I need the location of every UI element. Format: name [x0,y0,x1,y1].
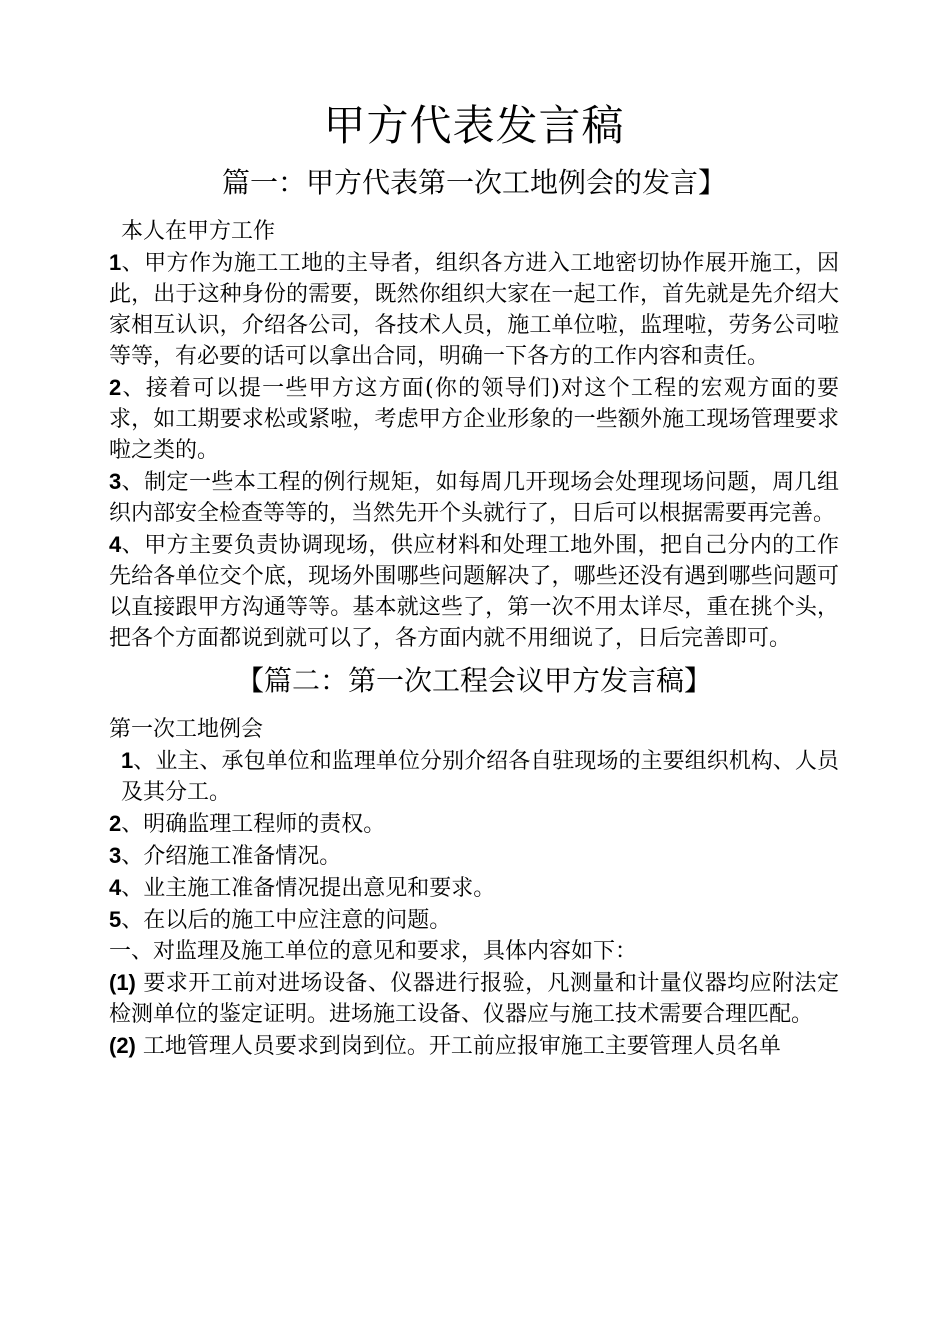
item-text: 、业主施工准备情况提出意见和要求。 [121,876,496,901]
item-text: 、介绍施工准备情况。 [121,844,342,869]
item-text: 、在以后的施工中应注意的问题。 [121,908,452,933]
section1-item-1 [109,247,839,372]
item-number: 1 [109,250,122,275]
section2-item-4 [109,872,839,904]
section2-item-2 [109,808,839,840]
subitem-number: (2) [109,1033,136,1058]
section1-item-4 [109,529,839,654]
section2-intro: 第一次工地例会 [109,717,264,742]
item-number: 5 [109,907,122,932]
document-title: 甲方代表发言稿 [323,101,625,150]
item-text: 、接着可以提一些甲方这方面(你的领导们)对这个工程的宏观方面的要求，如工期要求松或紧啦，考虑甲方企业形象的一些额外施工现场管理要求啦之类的。 [109,376,839,463]
item-text: 、制定一些本工程的例行规矩，如每周几开现场会处理现场问题，周几组织内部安全检查等等的，当然先开个头就行了，日后可以根据需要再完善。 [109,470,839,526]
document-page [109,96,839,1062]
section2-heading: 【篇二：第一次工程会议甲方发言稿】 [235,664,712,697]
section1-item-3 [109,466,839,529]
item-number: 3 [109,469,122,494]
subitem-text: 要求开工前对进场设备、仪器进行报验，凡测量和计量仪器均应附法定检测单位的鉴定证明。进场施工设备、仪器应与施工技术需要合理匹配。 [109,971,839,1027]
item-number: 1 [121,748,134,773]
subitem-text: 工地管理人员要求到岗到位。开工前应报审施工主要管理人员名单 [135,1034,781,1059]
item-text: 、明确监理工程师的责权。 [121,812,386,837]
item-number: 4 [109,532,122,557]
subitem-number: (1) [109,970,136,995]
section2-item-1 [109,745,839,808]
item-number: 2 [109,375,122,400]
item-text: 、甲方主要负责协调现场，供应材料和处理工地外围，把自己分内的工作先给各单位交个底，现场外围哪些问题解决了，哪些还没有遇到哪些问题可以直接跟甲方沟通等等。基本就这些了，第一次不用太详尽，重在挑个头，把各个方面都说到就可以了，各方面内就不用细说了，日后完善即可。 [109,533,839,651]
section2-item-3 [109,840,839,872]
section2-subheading: 一、对监理及施工单位的意见和要求，具体内容如下： [109,939,638,964]
section2-subitem-2 [109,1030,839,1062]
item-text: 、甲方作为施工工地的主导者，组织各方进入工地密切协作展开施工，因此，出于这种身份的需要，既然你组织大家在一起工作，首先就是先介绍大家相互认识，介绍各公司，各技术人员，施工单位啦，监理啦，劳务公司啦等等，有必要的话可以拿出合同，明确一下各方的工作内容和责任。 [109,251,839,369]
section2-item-5 [109,904,839,936]
item-number: 3 [109,843,122,868]
section1-item-2 [109,372,839,466]
section2-subitem-1 [109,967,839,1030]
item-text: 、业主、承包单位和监理单位分别介绍各自驻现场的主要组织机构、人员及其分工。 [121,749,839,805]
section1-heading: 篇一：甲方代表第一次工地例会的发言】 [221,166,726,199]
section1-intro: 本人在甲方工作 [121,219,276,244]
item-number: 4 [109,875,122,900]
item-number: 2 [109,811,122,836]
